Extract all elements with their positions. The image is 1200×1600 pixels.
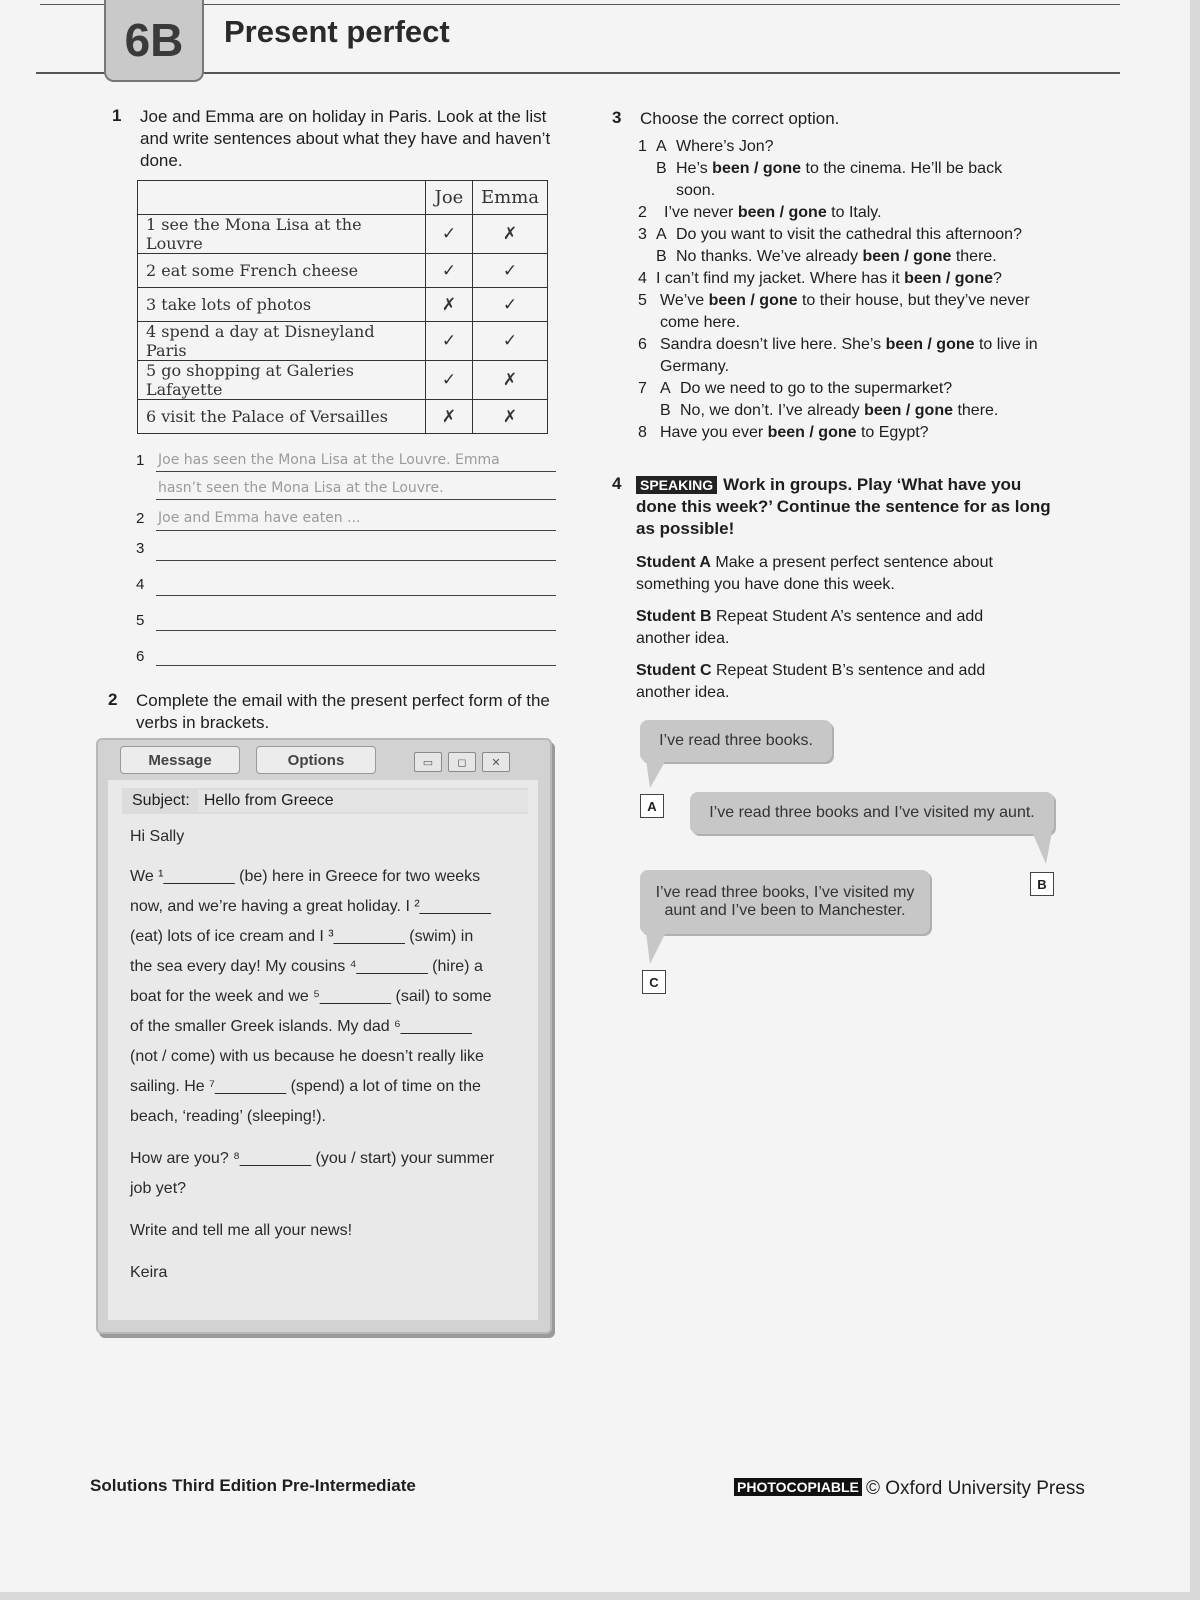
emma-mark: ✓ (472, 288, 547, 322)
joe-mark: ✓ (425, 215, 472, 254)
email-line: We ¹________ (be) here in Greece for two weeks (130, 868, 481, 885)
ex1-number: 1 (112, 106, 122, 125)
option-choice[interactable]: been / gone (737, 204, 827, 221)
emma-mark: ✗ (472, 361, 547, 400)
table-item: 4 spend a day at Disneyland Paris (138, 322, 426, 361)
ex3-line: soon. (676, 182, 716, 199)
table-header-emma: Emma (472, 181, 547, 215)
email-line: sailing. He ⁷________ (spend) a lot of time on the (130, 1078, 481, 1095)
answer-line[interactable] (156, 560, 556, 561)
unit-badge: 6B (104, 0, 204, 82)
email-window (96, 738, 552, 1334)
table-header-joe: Joe (425, 181, 472, 215)
table-row (138, 400, 548, 434)
maximize-icon[interactable]: ◻ (448, 752, 476, 772)
ex3-list (638, 136, 1058, 444)
ex2-instruction: Complete the email with the present perfect form of the verbs in brackets. (136, 691, 550, 732)
ex3-number: 3 (612, 108, 622, 127)
label-c: C (642, 970, 666, 994)
email-line: of the smaller Greek islands. My dad ⁶________ (130, 1018, 472, 1035)
activity-table (137, 180, 548, 434)
option-choice[interactable]: been / gone (862, 248, 952, 265)
table-row (138, 288, 548, 322)
ex3-instruction: Choose the correct option. (640, 109, 840, 128)
student-a-text: Student A Make a present perfect sentence about something you have done this week. (636, 554, 993, 593)
email-line: boat for the week and we ⁵________ (sail) to some (130, 988, 492, 1005)
bubble-tail-a (644, 760, 668, 790)
subject-row (122, 788, 528, 814)
table-header-blank (138, 181, 426, 215)
answer-number: 2 (136, 510, 145, 527)
answer-number: 6 (136, 648, 145, 665)
answer-line[interactable] (156, 530, 556, 531)
email-line: job yet? (130, 1180, 187, 1197)
answer-line[interactable] (156, 595, 556, 596)
speech-bubble-a: I’ve read three books. (640, 720, 832, 762)
emma-mark: ✗ (472, 215, 547, 254)
option-choice[interactable]: been / gone (767, 424, 857, 441)
bubble-tail-c (644, 932, 668, 966)
ex3-line: 3 A Do you want to visit the cathedral this afternoon? (638, 226, 1022, 243)
answer-number: 1 (136, 452, 145, 469)
email-line: How are you? ⁸________ (you / start) your summer (130, 1150, 495, 1167)
answer-text: Joe and Emma have eaten ... (158, 510, 361, 526)
option-choice[interactable]: been / gone (904, 270, 993, 287)
answer-text: Joe has seen the Mona Lisa at the Louvre. Emma (158, 452, 500, 468)
table-item: 6 visit the Palace of Versailles (138, 400, 426, 434)
table-row (138, 215, 548, 254)
answer-line[interactable] (156, 499, 556, 500)
bubble-tail-b (1030, 832, 1054, 866)
ex3-line: Germany. (660, 358, 730, 375)
joe-mark: ✓ (425, 322, 472, 361)
option-choice[interactable]: been / gone (885, 336, 975, 353)
ex3-line: 8 Have you ever been / gone to Egypt? (638, 424, 929, 441)
email-body (108, 780, 538, 1320)
answer-line[interactable] (156, 471, 556, 472)
ex3-line: 5 We’ve been / gone to their house, but they’ve never (638, 292, 1030, 309)
joe-mark: ✗ (425, 400, 472, 434)
table-row (138, 361, 548, 400)
answer-line[interactable] (156, 665, 556, 666)
ex4-number: 4 (612, 474, 622, 493)
table-item: 3 take lots of photos (138, 288, 426, 322)
answer-number: 3 (136, 540, 145, 557)
table-item: 2 eat some French cheese (138, 254, 426, 288)
option-choice[interactable]: been / gone (864, 402, 953, 419)
answer-text-cont: hasn’t seen the Mona Lisa at the Louvre. (158, 480, 444, 496)
label-a: A (640, 794, 664, 818)
subject-field[interactable]: Hello from Greece (198, 790, 528, 812)
minimize-icon[interactable]: ▭ (414, 752, 442, 772)
option-choice[interactable]: been / gone (708, 292, 798, 309)
answer-number: 4 (136, 576, 145, 593)
email-line: (eat) lots of ice cream and I ³________ (swim) in (130, 928, 474, 945)
emma-mark: ✓ (472, 254, 547, 288)
footer-title: Solutions Third Edition Pre-Intermediate (90, 1476, 416, 1495)
speaking-badge: SPEAKING (636, 476, 717, 494)
speech-bubble-b: I’ve read three books and I’ve visited my aunt. (690, 792, 1054, 834)
ex3-line: 1 A Where’s Jon? (638, 138, 774, 155)
ex4-instruction: Work in groups. Play ‘What have you done this week?’ Continue the sentence for as long as possible! (636, 475, 1051, 538)
page-title: Present perfect (224, 14, 450, 49)
ex1-instruction: Joe and Emma are on holiday in Paris. Look at the list and write sentences about what they have and haven’t done. (140, 107, 551, 170)
ex3-line: 7 A Do we need to go to the supermarket? (638, 380, 953, 397)
table-row (138, 322, 548, 361)
option-choice[interactable]: been / gone (712, 160, 802, 177)
table-item: 1 see the Mona Lisa at the Louvre (138, 215, 426, 254)
ex3-line: come here. (660, 314, 741, 331)
ex3-line: 2 I’ve never been / gone to Italy. (638, 204, 882, 221)
email-line: (not / come) with us because he doesn’t really like (130, 1048, 484, 1065)
ex2-number: 2 (108, 690, 118, 709)
photocopiable-badge: PHOTOCOPIABLE (734, 1478, 862, 1496)
emma-mark: ✓ (472, 322, 547, 361)
emma-mark: ✗ (472, 400, 547, 434)
ex3-line: B He’s been / gone to the cinema. He’ll be back (656, 160, 1003, 177)
joe-mark: ✓ (425, 361, 472, 400)
email-line: now, and we’re having a great holiday. I ²________ (130, 898, 491, 915)
label-b: B (1030, 872, 1054, 896)
student-c-text: Student C Repeat Student B’s sentence and add another idea. (636, 662, 986, 701)
email-signature: Keira (130, 1264, 168, 1281)
answer-line[interactable] (156, 630, 556, 631)
joe-mark: ✗ (425, 288, 472, 322)
email-line: the sea every day! My cousins ⁴________ (hire) a (130, 958, 483, 975)
tab-options[interactable]: Options (256, 746, 376, 774)
ex3-line: B No thanks. We’ve already been / gone there. (656, 248, 997, 265)
ex3-line: 6 Sandra doesn’t live here. She’s been / gone to live in (638, 336, 1038, 353)
student-b-text: Student B Repeat Student A’s sentence and add another idea. (636, 608, 984, 647)
ex3-line: B No, we don’t. I’ve already been / gone there. (660, 402, 999, 419)
ex4-instruction-block (636, 474, 1056, 540)
email-greeting: Hi Sally (130, 828, 185, 845)
email-closing: Write and tell me all your news! (130, 1222, 353, 1239)
email-line: beach, ‘reading’ (sleeping!). (130, 1108, 326, 1125)
close-icon[interactable]: ✕ (482, 752, 510, 772)
speech-bubble-c: I’ve read three books, I’ve visited my aunt and I’ve been to Manchester. (640, 870, 930, 934)
subject-label: Subject: (132, 792, 190, 809)
ex3-line: 4 I can’t find my jacket. Where has it been / gone? (638, 270, 1002, 287)
joe-mark: ✓ (425, 254, 472, 288)
tab-message[interactable]: Message (120, 746, 240, 774)
table-row (138, 254, 548, 288)
table-item: 5 go shopping at Galeries Lafayette (138, 361, 426, 400)
footer-copyright: © Oxford University Press (866, 1478, 1085, 1499)
answer-number: 5 (136, 612, 145, 629)
